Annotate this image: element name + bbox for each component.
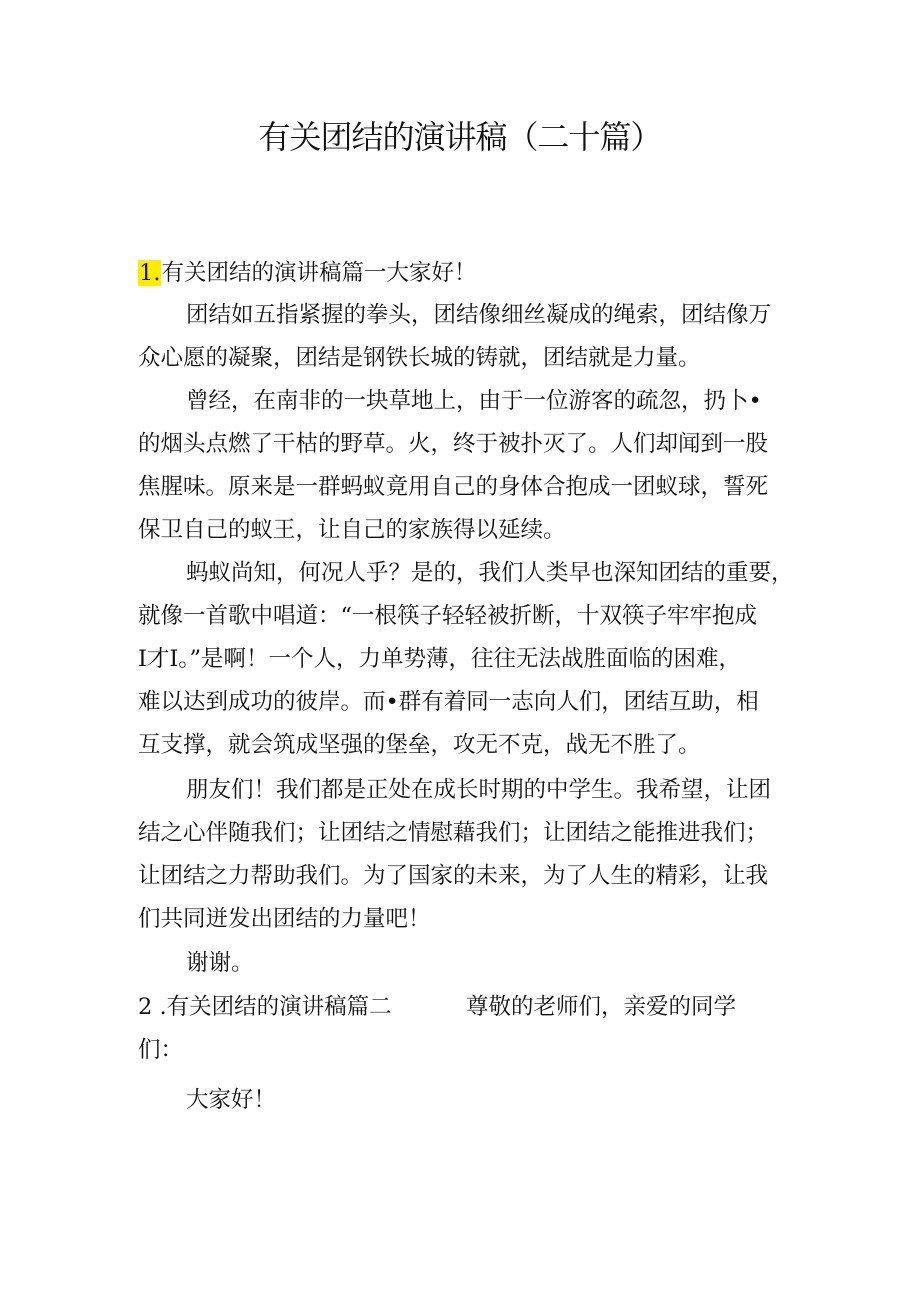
paragraph-line: I才I。”是啊！一个人，力单势薄，往往无法战胜面临的困难， [138,646,742,672]
paragraph-line: 们共同迸发出团结的力量吧！ [138,906,431,932]
paragraph-line: 朋友们！我们都是正处在成长时期的中学生。我希望，让团 [186,777,772,803]
paragraph-line: 的烟头点燃了干枯的野草。火，终于被扑灭了。人们却闻到一股 [138,431,769,457]
paragraph-line: 让团结之力帮助我们。为了国家的未来，为了人生的精彩，让我 [138,863,769,889]
section-2-heading: 2 .有关团结的演讲稿篇二 [138,994,392,1020]
paragraph-line: 蚂蚁尚知，何况人乎？是的，我们人类早也深知团结的重要， [186,560,794,586]
paragraph-line: 保卫自己的蚁王，让自己的家族得以延续。 [138,517,566,543]
paragraph-line: 结之心伴随我们；让团结之情慰藉我们；让团结之能推进我们； [138,820,769,846]
paragraph-line: 大家好！ [186,1087,277,1113]
document-title: 有关团结的演讲稿（二十篇） [258,118,662,156]
paragraph-line: 难以达到成功的彼岸。而•群有着同一志向人们，团结互助，相 [138,689,759,715]
paragraph-line: 就像一首歌中唱道：“一根筷子轻轻被折断，十双筷子牢牢抱成 [138,603,758,629]
paragraph-line: 焦腥味。原来是一群蚂蚁竟用自己的身体合抱成一团蚁球，誓死 [138,474,769,500]
section-2-greeting: 尊敬的老师们，亲爱的同学 [466,994,737,1020]
paragraph-line: 曾经，在南非的一块草地上，由于一位游客的疏忽，扔卜• [186,388,762,414]
section-2-greeting-cont: 们： [138,1037,184,1063]
section-1-number: 1. [139,260,161,286]
section-1-heading-text: 有关团结的演讲稿篇一大家好！ [161,260,477,286]
paragraph-line: 谢谢。 [186,950,254,976]
paragraph-line: 团结如五指紧握的拳头，团结像细丝凝成的绳索，团结像万 [186,302,772,328]
paragraph-line: 众心愿的凝聚，团结是钢铁长城的铸就，团结就是力量。 [138,345,701,371]
paragraph-line: 互支撑，就会筑成坚强的堡垒，攻无不克，战无不胜了。 [138,732,701,758]
section-1-heading [138,258,476,288]
